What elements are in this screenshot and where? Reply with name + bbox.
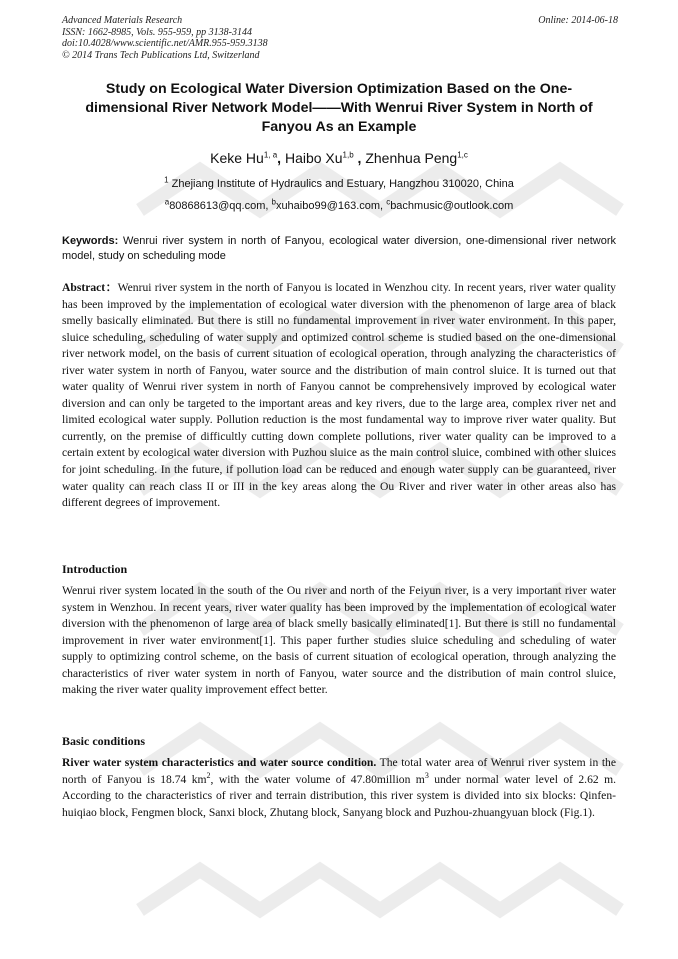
journal-name: Advanced Materials Research [62, 15, 183, 26]
author-affil-mark: 1,c [457, 150, 468, 160]
affiliation-text: Zhejiang Institute of Hydraulics and Estuary, Hangzhou 310020, China [171, 178, 514, 190]
keywords-label: Keywords: [62, 235, 119, 247]
email-mark: c [386, 197, 391, 207]
affiliation [0, 175, 678, 190]
email-mark: b [271, 197, 276, 207]
email-address: 80868613@qq.com, [169, 200, 272, 212]
doi-line: doi:10.4028/www.scientific.net/AMR.955-959.3138 [62, 38, 268, 49]
abstract [62, 280, 616, 512]
paragraph-text: under normal water level of 2.62 m. According to the characteristics of river and terrain distribution, this river system is divided into six blocks: Qinfen-huiqiao block, Fengmen block, Sanxi block, Zhutang block, Sanyang block and Puzhou-zhuangyuan block (Fig.1). [62, 772, 616, 819]
author-separator: , [277, 150, 285, 166]
paragraph-subheading: River water system characteristics and water source condition. [62, 756, 377, 769]
author-affil-mark: 1, a [263, 150, 278, 160]
paragraph-text: , with the water volume of 47.80million m [210, 772, 425, 786]
affiliation-mark: 1 [164, 175, 169, 185]
publisher-watermark [120, 150, 640, 950]
basic-conditions-paragraph [62, 755, 616, 821]
author-name: Zhenhua Peng [365, 150, 458, 166]
email-mark: a [164, 197, 170, 207]
basic-conditions-heading: Basic conditions [62, 734, 146, 748]
email-address: xuhaibo99@163.com, [275, 200, 387, 212]
author-name: Keke Hu [210, 150, 264, 166]
introduction-heading: Introduction [62, 562, 128, 576]
email-address: bachmusic@outlook.com [390, 200, 514, 212]
author-name: Haibo Xu [284, 150, 343, 166]
author-separator: , [353, 150, 366, 166]
paragraph-text: The total water area of Wenrui river system in the north of Fanyou is 18.74 km [62, 756, 616, 786]
unit-exponent: 2 [206, 770, 211, 780]
author-affil-mark: 1,b [342, 150, 354, 160]
abstract-text: Wenrui river system in the north of Fanyou is located in Wenzhou city. In recent years, river water quality has been improved by the implementation of ecological water diversion with the phenomenon of large area of black smelly basically eliminated. But there is still no fundamental improvement in river water environment. In this paper, sluice scheduling, scheduling of water supply and optimized control scheme is studied based on the one-dimensional river network model, on the basis of current situation of ecological operation, through analyzing the characteristics of river water system in north of Fanyou, water source and the distribution of main control sluice. It is turned out that water quality of Wenrui river system in north of Fanyou cannot be comprehensively improved by ecological water diversion and can only be targeted to the important areas and key rivers, due to the large area, complex river net and limited ecological water supply. Pollution reduction is the most fundamental way to improve river water quality. But currently, on the premise of difficultly cutting down complete pollutions, river water quality can be improved to a certain extent by ecological water diversion with Puzhou sluice as the main control sluice, combined with other sluices for joint scheduling. In the future, if pollution load can be reduced and enough water supply can be guaranteed, river water quality can reach class II or III in the key areas along the Ou River and river water in other areas also has different degrees of improvement. [62, 281, 616, 510]
unit-exponent: 3 [424, 770, 429, 780]
paper-title: Study on Ecological Water Diversion Optimization Based on the One-dimensional River Network Model——With Wenrui River System in North of Fanyou As an Example [85, 81, 593, 136]
author-list [0, 150, 678, 166]
email-list [0, 197, 678, 212]
keywords-text: Wenrui river system in north of Fanyou, ecological water diversion, one-dimensional river network model, study on scheduling mode [62, 235, 616, 262]
introduction-text: Wenrui river system located in the south of the Ou river and north of the Feiyun river, is a very important river water system in Wenzhou. In recent years, river water quality has been improved by the implementation of ecological water diversion with the phenomenon of large area of black smelly basically eliminated[1]. But there is still no fundamental improvement in river water environment[1]. This paper further studies sluice scheduling and scheduling of water supply to optimizing control scheme, on the basis of current situation of ecological operation, through analyzing the characteristics of river water system in north of Fanyou, water source and the distribution of main control sluice, making the river water quality improvement effect better. [62, 584, 616, 697]
abstract-label: Abstract： [62, 281, 118, 294]
copyright-line: © 2014 Trans Tech Publications Ltd, Switzerland [62, 49, 260, 61]
journal-header [62, 15, 618, 61]
issn-line: ISSN: 1662-8985, Vols. 955-959, pp 3138-3144 [62, 26, 252, 38]
online-date: Online: 2014-06-18 [538, 15, 618, 26]
keywords [62, 234, 616, 263]
